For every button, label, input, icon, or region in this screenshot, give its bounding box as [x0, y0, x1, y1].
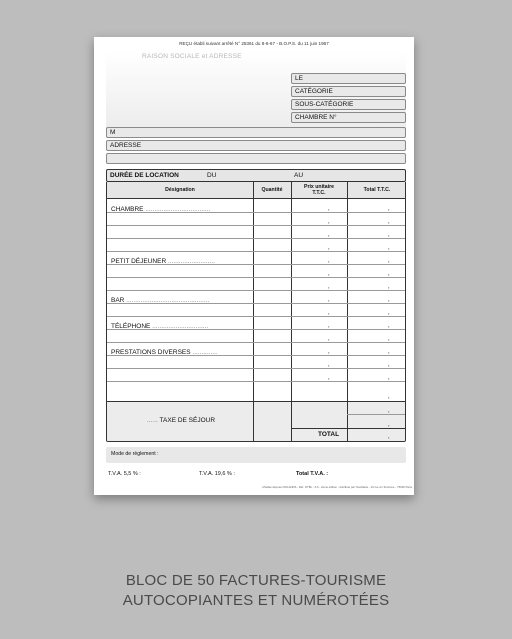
row-petit-dejeuner: PETIT DÉJEUNER ..........................	[111, 258, 215, 265]
comma-mark: ,	[388, 245, 390, 251]
comma-mark: ,	[328, 297, 330, 303]
comma-mark: ,	[388, 297, 390, 303]
row-chambre: CHAMBRE ....................................	[111, 206, 211, 213]
mode-reglement-bar	[106, 447, 406, 463]
du-label: DU	[207, 171, 217, 179]
imprint-text: Modèle déposé OFILANDS - Réf. OTBL - 3-5 - 2ème édition - distribué par l'Auxiliaire - 10 rue du Tourisme - 75000 Paris	[262, 485, 412, 489]
field-chambre-no: CHAMBRE N°	[291, 112, 406, 123]
row-prestations-diverses: PRESTATIONS DIVERSES ..............	[111, 349, 218, 356]
duree-location-label: DURÉE DE LOCATION	[110, 171, 179, 179]
row-bar: BAR ..............................................	[111, 297, 210, 304]
invoice-form	[94, 37, 414, 495]
comma-mark: ,	[388, 375, 390, 381]
duree-location-bar	[106, 169, 406, 182]
comma-mark: ,	[388, 219, 390, 225]
comma-mark: ,	[328, 310, 330, 316]
field-le: LE	[291, 73, 406, 84]
comma-mark: ,	[388, 323, 390, 329]
row-line	[107, 225, 405, 226]
comma-mark: ,	[328, 284, 330, 290]
col-divider	[291, 182, 292, 441]
row-line	[107, 277, 405, 278]
row-line	[107, 368, 405, 369]
taxe-separator	[107, 401, 405, 402]
comma-mark: ,	[388, 434, 390, 440]
comma-mark: ,	[328, 206, 330, 212]
field-sous-categorie: SOUS-CATÉGORIE	[291, 99, 406, 110]
comma-mark: ,	[328, 336, 330, 342]
comma-mark: ,	[388, 258, 390, 264]
total-label: TOTAL	[318, 431, 340, 438]
comma-mark: ,	[388, 349, 390, 355]
header-quantite: Quantité	[253, 182, 291, 199]
comma-mark: ,	[388, 284, 390, 290]
caption-line-2: AUTOCOPIANTES ET NUMÉROTÉES	[122, 592, 390, 609]
row-line	[347, 414, 405, 415]
comma-mark: ,	[388, 362, 390, 368]
raison-sociale-label: RAISON SOCIALE et ADRESSE	[142, 53, 242, 60]
designation-table	[106, 182, 406, 442]
row-taxe-sejour: ...... TAXE DE SÉJOUR	[147, 417, 216, 424]
col-divider	[253, 182, 254, 441]
row-line	[107, 381, 405, 382]
comma-mark: ,	[388, 422, 390, 428]
comma-mark: ,	[388, 336, 390, 342]
comma-mark: ,	[328, 375, 330, 381]
mode-reglement-label: Mode de règlement :	[111, 451, 159, 457]
comma-mark: ,	[328, 232, 330, 238]
field-m: M	[106, 127, 406, 138]
comma-mark: ,	[388, 394, 390, 400]
comma-mark: ,	[388, 206, 390, 212]
row-line	[107, 290, 405, 291]
comma-mark: ,	[328, 349, 330, 355]
tva-19-6-label: T.V.A. 19,6 % :	[199, 471, 235, 477]
header-designation: Désignation	[107, 182, 253, 199]
comma-mark: ,	[388, 232, 390, 238]
tva-5-5-label: T.V.A. 5,5 % :	[108, 471, 141, 477]
row-line	[107, 316, 405, 317]
total-tva-label: Total T.V.A. :	[296, 471, 329, 477]
field-categorie: CATÉGORIE	[291, 86, 406, 97]
col-divider	[347, 182, 348, 441]
comma-mark: ,	[388, 408, 390, 414]
row-line	[107, 251, 405, 252]
caption-line-1: BLOC DE 50 FACTURES-TOURISME	[125, 572, 387, 589]
recu-line: REÇU établi suivant arrêté N° 25361 du 8-6-67 - B.O.P.S. du 11 juin 1967	[179, 41, 329, 46]
comma-mark: ,	[388, 310, 390, 316]
header-total: Total T.T.C.	[347, 182, 406, 199]
comma-mark: ,	[328, 271, 330, 277]
row-telephone: TÉLÉPHONE ...............................	[111, 323, 209, 330]
row-line	[107, 342, 405, 343]
comma-mark: ,	[328, 323, 330, 329]
comma-mark: ,	[328, 219, 330, 225]
comma-mark: ,	[388, 271, 390, 277]
field-blank	[106, 153, 406, 164]
au-label: AU	[294, 171, 304, 179]
header-prix-unitaire: Prix unitaire T.T.C.	[291, 182, 347, 199]
row-line	[107, 238, 405, 239]
comma-mark: ,	[328, 362, 330, 368]
total-separator	[291, 428, 405, 429]
comma-mark: ,	[328, 258, 330, 264]
field-adresse: ADRESSE	[106, 140, 406, 151]
comma-mark: ,	[328, 245, 330, 251]
